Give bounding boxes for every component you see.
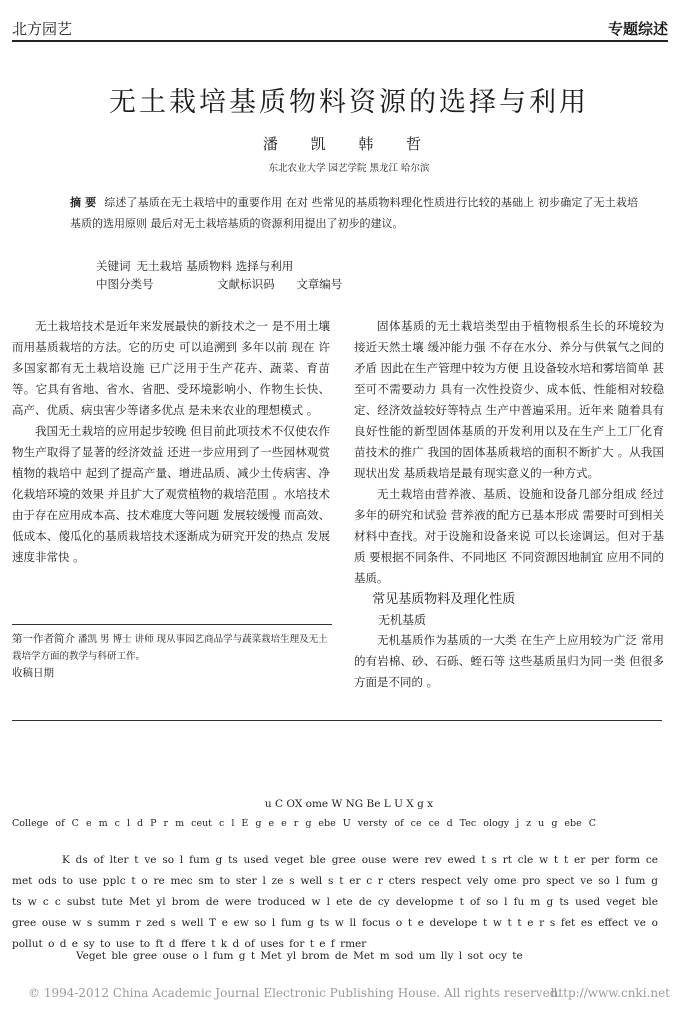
english-abstract-text: K ds of lter t ve so l fum g ts used veget ble gree ouse were rev ewed t s rt cle w t t er per form ce met ods to use pplc t o re mec sm to ster l ze s well s t er c r cters respect vely ome pro spect ve so l fum g ts w c c subst tute Met yl brom de were troduced w l ete de cy developme t of so l fu m g ts used veget ble gree ouse w s summ r zed s well T e ew so l fum g ts w ll focus o t e develope t w t t e r s fet es effect ve o pollut o d e sy to use to ft d ffere t k d of uses for t e f rmer xyxy=(12,854,658,950)
footnote xyxy=(12,624,332,682)
abstract xyxy=(70,192,638,234)
doc-code-label: 文献标识码 xyxy=(217,277,275,291)
keywords-label: 关键词 xyxy=(96,259,131,273)
copyright-footer xyxy=(28,986,670,1000)
column-name: 专题综述 xyxy=(607,20,668,38)
copyright-text: © 1994-2012 China Academic Journal Electronic Publishing House. All rights reserved. xyxy=(28,986,562,1000)
keywords xyxy=(96,256,293,276)
english-keywords: Veget ble gree ouse o l fum g t Met yl brom de Met m sod um lly l sot ocy te xyxy=(76,950,523,962)
authors: 潘 凯 韩 哲 xyxy=(262,135,436,153)
footnote-label: 第一作者简介 xyxy=(12,633,75,645)
paragraph: 无机基质作为基质的一大类 在生产上应用较为广泛 常用的有岩棉、砂、石砾、蛭石等 这些基质虽归为同一类 但很多方面是不同的 。 xyxy=(354,633,664,689)
section-heading: 常见基质物料及理化性质 xyxy=(372,592,516,607)
divider xyxy=(12,720,662,721)
article-title: 无土栽培基质物料资源的选择与利用 xyxy=(109,87,589,118)
paragraph: 无土栽培由营养液、基质、设施和设备几部分组成 经过多年的研究和试验 营养液的配方已基本形成 需要时可到相关材料中查找。对于设施和设备来说 可以长途调运。但对于基质 要根据不同条件、不同地区 不同资源因地制宜 应用不同的基质。 xyxy=(354,487,664,585)
cnki-link[interactable]: http://www.cnki.net xyxy=(550,986,670,1000)
page-header xyxy=(12,14,668,42)
received-date-label: 收稿日期 xyxy=(12,667,54,679)
clc-label: 中图分类号 xyxy=(96,277,154,291)
english-authors: u C OX ome W NG Be L U X g x xyxy=(264,798,434,810)
right-column xyxy=(354,316,664,693)
left-column xyxy=(12,316,330,568)
english-abstract xyxy=(12,850,658,955)
abstract-label: 摘 要 xyxy=(70,196,97,209)
abstract-text: 综述了基质在无土栽培中的重要作用 在对 些常见的基质物料理化性质进行比较的基础上 初步确定了无土栽培基质的选用原则 最后对无土栽培基质的资源利用提出了初步的建议。 xyxy=(70,196,638,230)
affiliation: 东北农业大学 园艺学院 黑龙江 哈尔滨 xyxy=(268,163,430,174)
footnote-text: 潘凯 男 博士 讲师 现从事园艺商品学与蔬菜栽培生理及无土栽培学方面的教学与科研工作。 xyxy=(12,634,328,662)
paragraph: 我国无土栽培的应用起步较晚 但目前此项技术不仅使农作物生产取得了显著的经济效益 还进一步应用到了一些园林观赏植物的栽培中 起到了提高产量、增进品质、减少土传病害、净化栽培环境的效果 并且扩大了观赏植物的栽培范围 。水培技术由于存在应用成本高、技术难度大等问题 发展较缓慢 而高效、低成本、傻瓜化的基质栽培技术逐渐成为研究开发的热点 发展速度非常快 。 xyxy=(12,424,330,564)
subsection-heading: 无机基质 xyxy=(378,613,427,627)
keywords-text: 无土栽培 基质物料 选择与利用 xyxy=(136,259,294,273)
paragraph: 无土栽培技术是近年来发展最快的新技术之一 是不用土壤而用基质栽培的方法。它的历史 可以追溯到 多年以前 现在 许多国家都有无土栽培设施 已广泛用于生产花卉、蔬菜、育苗等。它具有省地、省水、省肥、受环境影响小、作物生长快、高产、优质、病虫害少等诸多优点 是未来农业的理想模式 。 xyxy=(12,319,330,417)
paragraph: 固体基质的无土栽培类型由于植物根系生长的环境较为接近天然土壤 缓冲能力强 不存在水分、养分与供氧气之间的矛盾 因此在生产管理中较为方便 且设备较水培和雾培简单 甚至可不需要动力 具有一次性投资少、成本低、性能相对较稳定、经济效益较好等特点 生产中普遍采用。近年来 随着具有良好性能的新型固体基质的开发利用以及在生产上工厂化育苗技术的推广 我国的固体基质栽培的面积不断扩大 。从我国现状出发 基质栽培是最有现实意义的一种方式。 xyxy=(354,319,664,480)
article-number-label: 文章编号 xyxy=(296,277,343,291)
journal-name: 北方园艺 xyxy=(12,20,73,38)
english-affiliation: College of C e m c l d P r m ceut c l E g e e r g ebe U versty of ce ce d Tec ology j z u g ebe C xyxy=(12,818,597,829)
classification-line xyxy=(96,276,360,292)
